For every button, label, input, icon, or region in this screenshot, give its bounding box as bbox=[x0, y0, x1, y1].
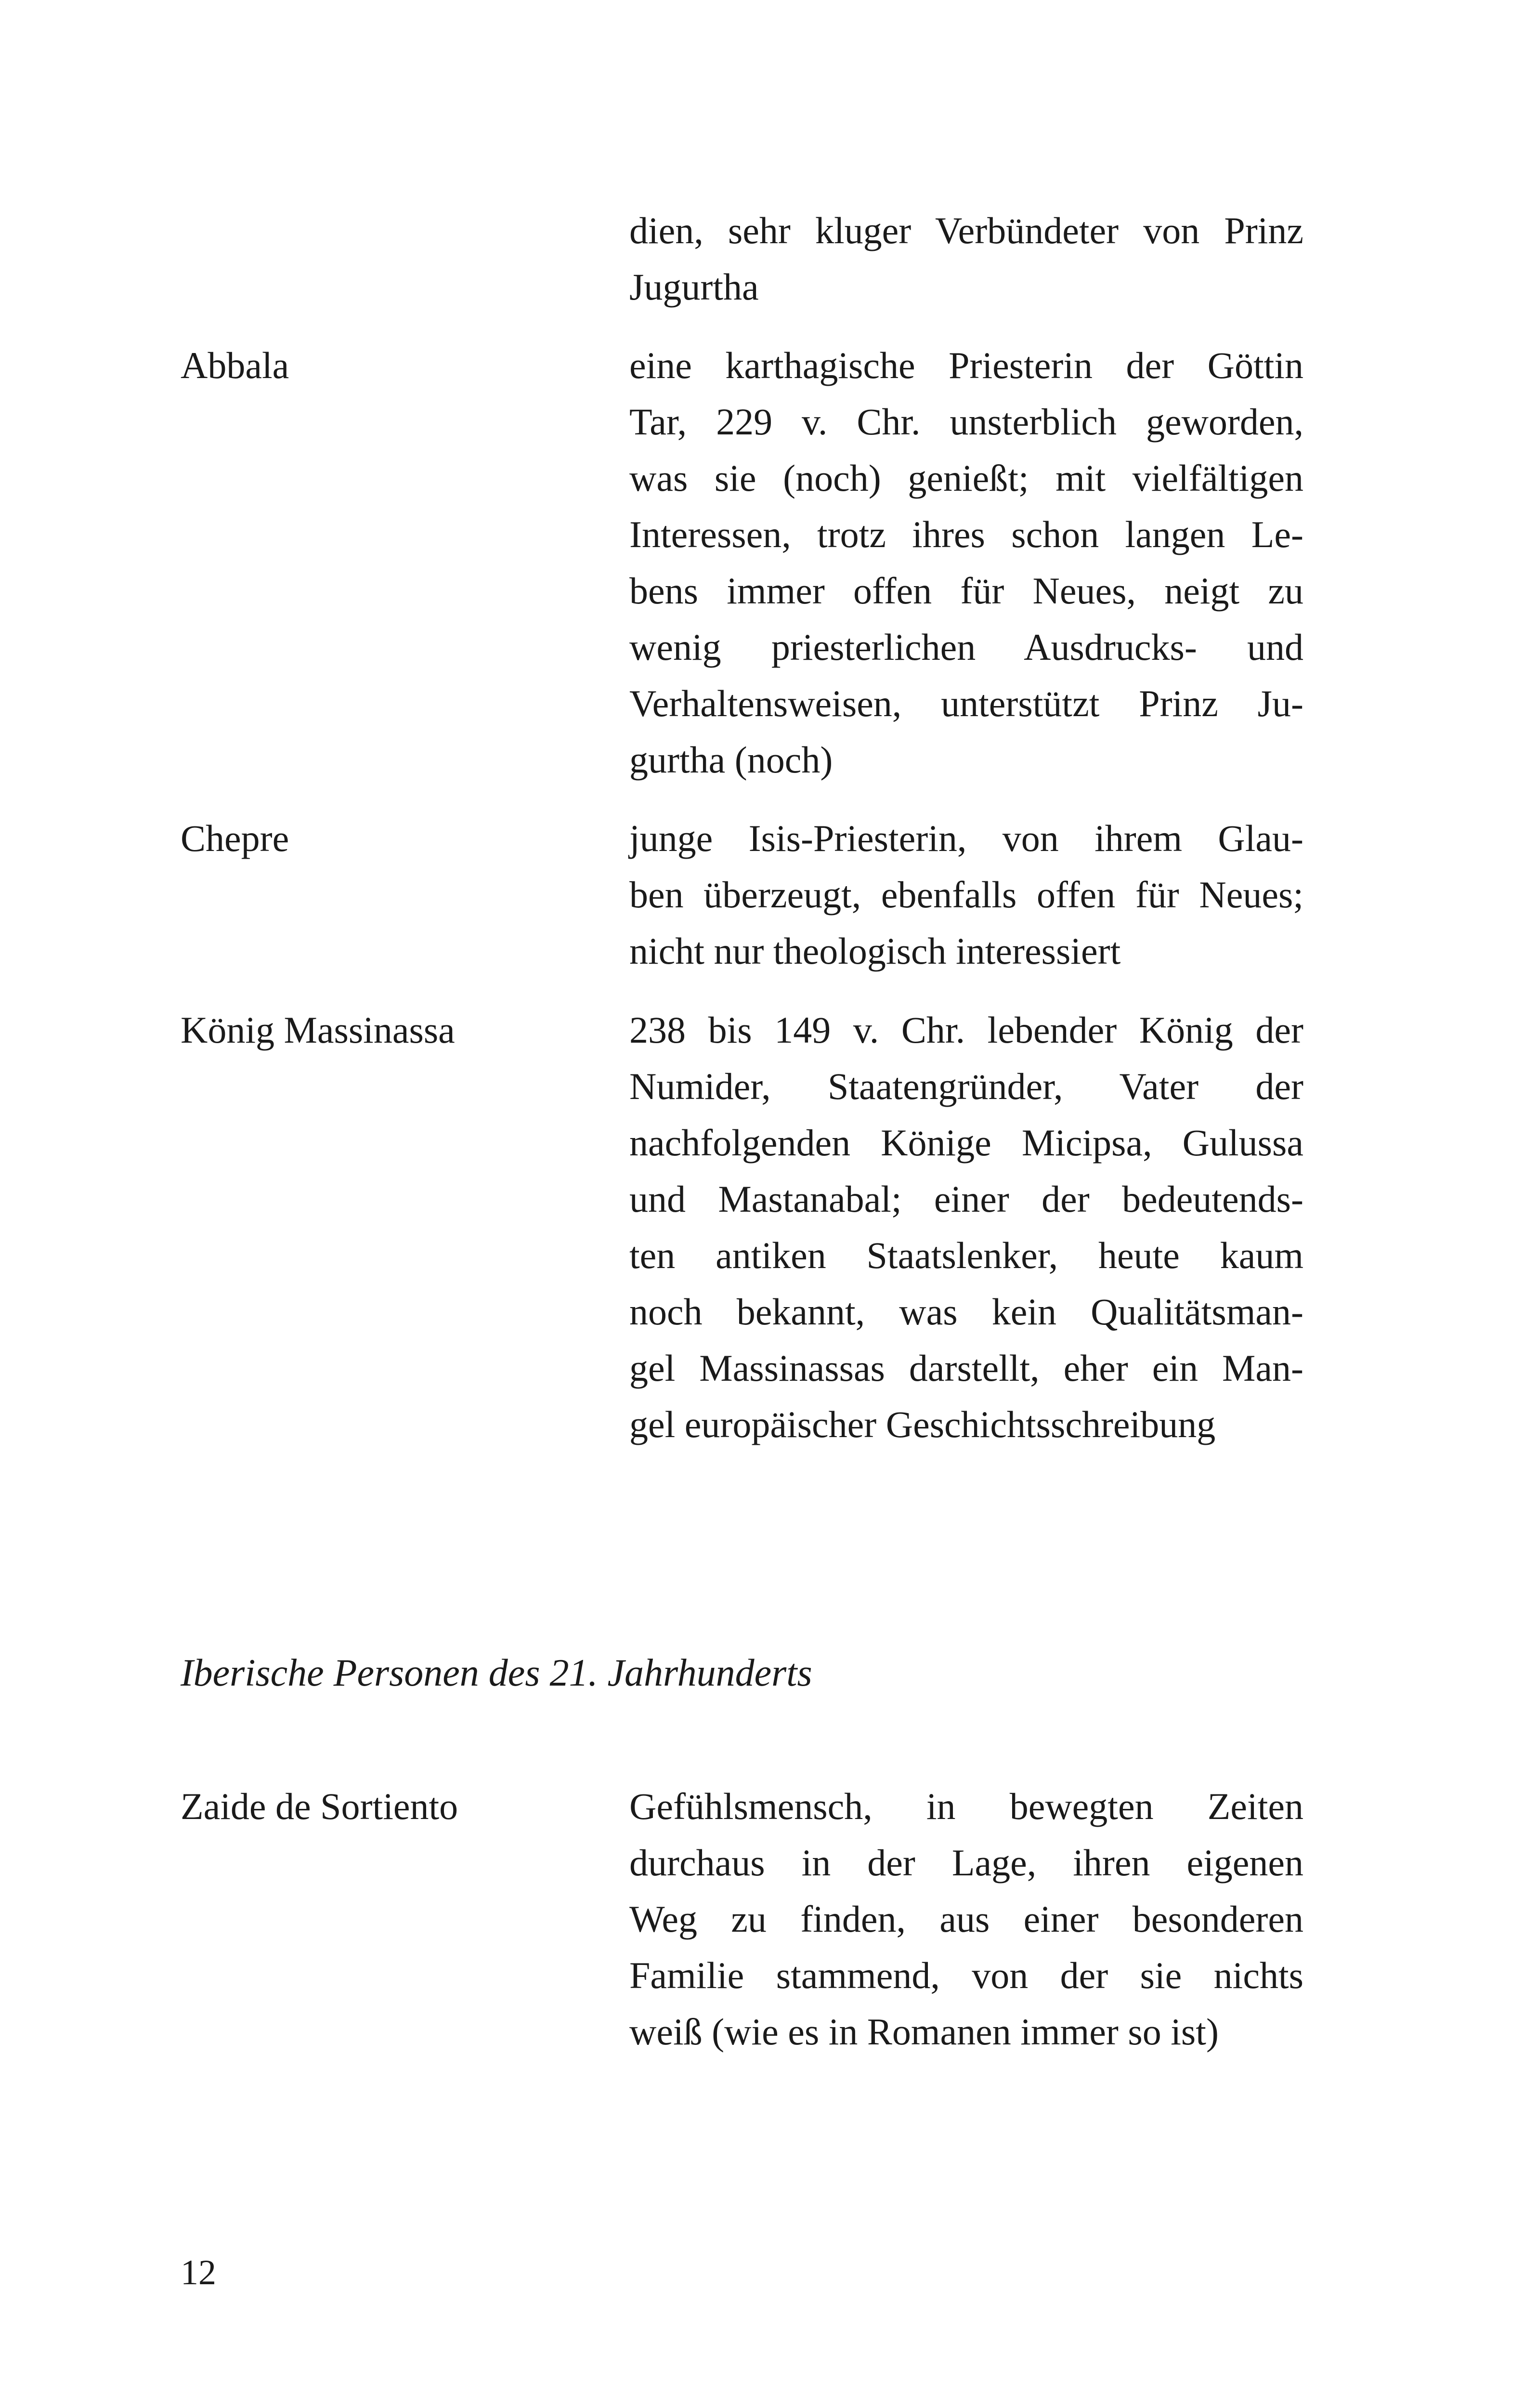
section-heading: Iberische Personen des 21. Jahrhunderts bbox=[181, 1652, 812, 1694]
description-line: gel Massinassas darstellt, eher ein Man- bbox=[629, 1347, 1303, 1389]
description-line: dien, sehr kluger Verbündeter von Prinz bbox=[629, 209, 1303, 251]
description-line: gurtha (noch) bbox=[629, 739, 833, 781]
description-line: durchaus in der Lage, ihren eigenen bbox=[629, 1842, 1303, 1884]
entry-description bbox=[629, 1778, 1303, 2060]
description-line: Gefühlsmensch, in bewegten Zeiten bbox=[629, 1785, 1303, 1827]
entry-name: Zaide de Sortiento bbox=[181, 1785, 458, 1827]
entry-description bbox=[629, 1002, 1303, 1453]
description-line: nicht nur theologisch interessiert bbox=[629, 930, 1121, 972]
description-line: Weg zu finden, aus einer besonderen bbox=[629, 1898, 1303, 1940]
description-line: 238 bis 149 v. Chr. lebender König der bbox=[629, 1009, 1303, 1051]
description-line: weiß (wie es in Romanen immer so ist) bbox=[629, 2011, 1219, 2053]
description-line: Interessen, trotz ihres schon langen Le- bbox=[629, 513, 1303, 555]
description-line: ten antiken Staatslenker, heute kaum bbox=[629, 1234, 1303, 1276]
description-line: junge Isis-Priesterin, von ihrem Glau- bbox=[629, 817, 1303, 859]
page-number: 12 bbox=[181, 2253, 216, 2292]
description-line: nachfolgenden Könige Micipsa, Gulussa bbox=[629, 1122, 1303, 1164]
description-line: bens immer offen für Neues, neigt zu bbox=[629, 570, 1303, 612]
description-line: noch bekannt, was kein Qualitätsman- bbox=[629, 1291, 1303, 1333]
entry-name: König Massinassa bbox=[181, 1009, 455, 1051]
description-line: Verhaltensweisen, unterstützt Prinz Ju- bbox=[629, 682, 1303, 724]
entry-name: Abbala bbox=[181, 344, 289, 386]
description-line: gel europäischer Geschichtsschreibung bbox=[629, 1403, 1216, 1445]
description-line: Numider, Staatengründer, Vater der bbox=[629, 1065, 1303, 1107]
description-line: Jugurtha bbox=[629, 266, 759, 308]
entry-description bbox=[629, 810, 1303, 979]
description-line: wenig priesterlichen Ausdrucks- und bbox=[629, 626, 1303, 668]
description-line: und Mastanabal; einer der bedeutends- bbox=[629, 1178, 1303, 1220]
entry-description bbox=[629, 337, 1303, 788]
description-line: eine karthagische Priesterin der Göttin bbox=[629, 344, 1303, 386]
description-line: Familie stammend, von der sie nichts bbox=[629, 1954, 1303, 1996]
description-line: was sie (noch) genießt; mit vielfältigen bbox=[629, 457, 1303, 499]
entry-description bbox=[629, 202, 1303, 315]
description-line: ben überzeugt, ebenfalls offen für Neues; bbox=[629, 874, 1303, 916]
description-line: Tar, 229 v. Chr. unsterblich geworden, bbox=[629, 401, 1303, 443]
entry-name: Chepre bbox=[181, 817, 289, 859]
